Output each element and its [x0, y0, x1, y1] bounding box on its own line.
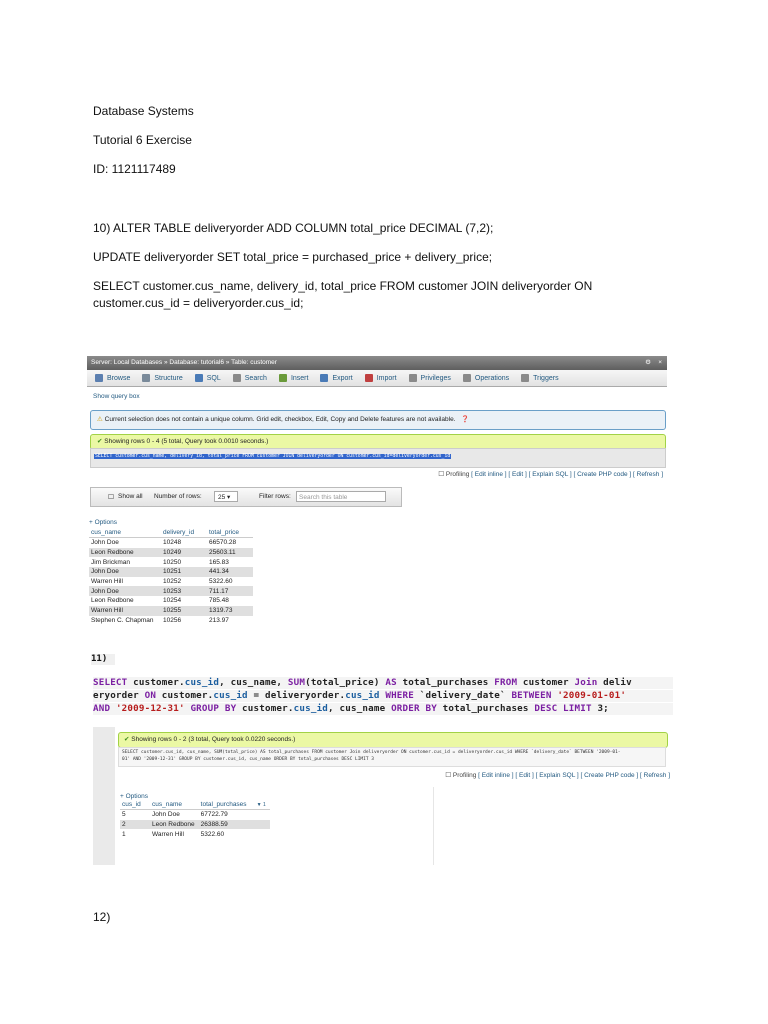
column-header-cus-id[interactable]: cus_id [120, 800, 150, 810]
phpmyadmin-screenshot-1 [87, 356, 667, 648]
tab-label: SQL [206, 374, 221, 382]
phpmyadmin-screenshot-2 [93, 727, 673, 865]
code-token: FROM [494, 677, 518, 688]
success-message [118, 732, 668, 748]
q10-update: UPDATE deliveryorder SET total_price = purchased_price + delivery_price; [93, 250, 493, 264]
table-cell: 10254 [161, 596, 207, 606]
rows-select[interactable]: 25 ▾ [214, 491, 238, 502]
filter-input[interactable]: Search this table [296, 491, 386, 502]
profiling-checkbox[interactable]: ☐ [445, 772, 452, 779]
column-header-cus-name[interactable]: cus_name [150, 800, 199, 810]
code-token: AND [93, 703, 111, 714]
column-header-total-price[interactable]: total_price [207, 528, 253, 538]
table-cell: 165.83 [207, 557, 253, 567]
table-row [89, 596, 253, 606]
code-token: 3; [591, 703, 609, 714]
q11-code-line-3 [93, 703, 673, 715]
q12-label: 12) [93, 910, 111, 924]
code-token: '2009-01-01' [557, 690, 627, 701]
profiling-checkbox[interactable]: ☐ [438, 471, 445, 478]
table-cell: John Doe [89, 538, 161, 548]
code-token: (total_price) [305, 677, 386, 688]
options-link[interactable]: + Options [120, 793, 149, 800]
code-token: total_purchases [396, 677, 495, 688]
tab-label: Import [376, 374, 397, 382]
profiling-bar [438, 470, 663, 478]
table-cell: 26388.59 [199, 820, 255, 830]
show-all-checkbox[interactable]: ☐ [108, 494, 114, 501]
divider [433, 787, 434, 865]
table-cell: 1 [120, 829, 150, 839]
table-cell: Leon Redbone [150, 820, 199, 830]
code-token: cus_id [345, 690, 380, 701]
code-token: AS [385, 677, 397, 688]
q11-code-line-2 [93, 690, 673, 702]
table-row [89, 616, 253, 626]
table-cell: 10253 [161, 586, 207, 596]
profiling-bar [445, 771, 670, 779]
sql-query-text[interactable]: SELECT customer.cus_name, delivery_id, total_price FROM customer JOIN deliveryorder ON customer.cus_id=deliveryorder.cus_id [95, 454, 451, 459]
table-cell: 5322.60 [199, 829, 255, 839]
code-token: total_purchases [436, 703, 535, 714]
tab-label: Triggers [533, 374, 559, 382]
code-token: ON [144, 690, 157, 701]
table-cell: John Doe [89, 567, 161, 577]
table-row [120, 829, 270, 839]
code-token: LIMIT [563, 703, 592, 714]
tab-sql[interactable] [195, 374, 221, 382]
table-cell [255, 820, 270, 830]
table-cell: 10252 [161, 577, 207, 587]
tab-triggers[interactable] [521, 374, 558, 382]
tab-operations[interactable] [463, 374, 509, 382]
student-id: ID: 1121117489 [93, 162, 176, 176]
table-cell: 441.34 [207, 567, 253, 577]
sql-icon [195, 374, 203, 382]
triggers-icon [521, 374, 529, 382]
table-cell: 10249 [161, 548, 207, 558]
q10-select: SELECT customer.cus_name, delivery_id, total_price FROM customer JOIN deliveryorder ON customer.cus_id = deliveryorder.cus_id; [93, 279, 593, 310]
code-token: cus_id [293, 703, 329, 714]
privileges-icon [409, 374, 417, 382]
table-cell: 66570.28 [207, 538, 253, 548]
table-row [120, 820, 270, 830]
table-cell: Jim Brickman [89, 557, 161, 567]
tab-privileges[interactable] [409, 374, 451, 382]
profiling-label: Profiling [445, 471, 470, 478]
query-action-links[interactable]: [ Edit inline ] [ Edit ] [ Explain SQL ] [ Create PHP code ] [ Refresh ] [471, 471, 663, 478]
code-token: customer. [133, 677, 185, 688]
table-row [89, 557, 253, 567]
success-text: Showing rows 0 - 4 (5 total, Query took 0.0010 seconds.) [104, 438, 269, 445]
tab-export[interactable] [320, 374, 352, 382]
operations-icon [463, 374, 471, 382]
code-token: BETWEEN [511, 690, 552, 701]
table-cell: Leon Redbone [89, 596, 161, 606]
table-cell: Warren Hill [89, 577, 161, 587]
tab-bar [87, 370, 667, 387]
query-action-links[interactable]: [ Edit inline ] [ Edit ] [ Explain SQL ] [ Create PHP code ] [ Refresh ] [478, 772, 670, 779]
close-icon[interactable]: × [658, 359, 662, 366]
table-cell: Stephen C. Chapman [89, 616, 161, 626]
q10-alter: 10) ALTER TABLE deliveryorder ADD COLUMN total_price DECIMAL (7,2); [93, 221, 494, 235]
code-token: , cus_name, [219, 677, 288, 688]
code-token: customer. [236, 703, 294, 714]
navigation-filter-bar [90, 487, 402, 507]
tab-label: Privileges [420, 374, 451, 382]
rows-select-value: 25 [218, 494, 226, 501]
notice-text: Current selection does not contain a unique column. Grid edit, checkbox, Edit, Copy and Delete features are not available. [104, 416, 456, 423]
export-icon [320, 374, 328, 382]
code-token: customer. [156, 690, 214, 701]
column-header-total-purchases[interactable]: total_purchases [199, 800, 255, 810]
tab-search[interactable] [233, 374, 267, 382]
tab-label: Browse [107, 374, 131, 382]
gear-icon[interactable]: ⚙ [645, 359, 651, 366]
import-icon [365, 374, 373, 382]
sql-query-box[interactable] [118, 747, 666, 767]
table-row [89, 548, 253, 558]
code-token: cus_id [213, 690, 248, 701]
table-cell: 2 [120, 820, 150, 830]
table-row [89, 567, 253, 577]
sql-line-2: 01' AND '2009-12-31' GROUP BY customer.cus_id, cus_name ORDER BY total_purchases DESC LIMIT 3 [122, 757, 374, 762]
table-cell: 10248 [161, 538, 207, 548]
tab-insert[interactable] [279, 374, 309, 382]
tab-label: Export [332, 374, 353, 382]
table-cell: 10251 [161, 567, 207, 577]
table-cell [255, 829, 270, 839]
code-token: Join [574, 677, 598, 688]
tab-label: Structure [154, 374, 183, 382]
q11-label: 11) [91, 654, 115, 665]
filter-label: Filter rows: [259, 493, 291, 500]
table-cell: 5 [120, 810, 150, 820]
code-token: eryorder [93, 690, 145, 701]
breadcrumb-text[interactable]: Server: Local Databases » Database: tutorial6 » Table: customer [91, 359, 277, 366]
code-token: SELECT [93, 677, 134, 688]
tab-label: Operations [474, 374, 510, 382]
table-cell [255, 810, 270, 820]
browse-icon [95, 374, 103, 382]
course-title: Database Systems [93, 104, 194, 118]
q11-code-line-1 [93, 677, 673, 689]
profiling-label: Profiling [452, 772, 477, 779]
code-token: WHERE [385, 690, 415, 701]
code-token: customer [517, 677, 575, 688]
table-cell: Leon Redbone [89, 548, 161, 558]
table-cell: 1319.73 [207, 606, 253, 616]
tutorial-title: Tutorial 6 Exercise [93, 133, 192, 147]
code-token: GROUP BY [190, 703, 237, 714]
code-token: SUM [287, 677, 306, 688]
options-link[interactable]: + Options [89, 519, 118, 526]
table-row [89, 606, 253, 616]
result-table-2 [120, 800, 270, 839]
table-cell: Warren Hill [89, 606, 161, 616]
table-cell: 785.48 [207, 596, 253, 606]
insert-icon [279, 374, 287, 382]
table-cell: 25603.11 [207, 548, 253, 558]
column-header-cus-name[interactable]: cus_name [89, 528, 161, 538]
table-cell: 711.17 [207, 586, 253, 596]
table-cell: John Doe [150, 810, 199, 820]
check-icon: ✔ [124, 736, 130, 743]
table-cell: 67722.79 [199, 810, 255, 820]
tab-browse[interactable] [95, 374, 130, 382]
rows-label: Number of rows: [154, 493, 202, 500]
table-row [89, 577, 253, 587]
breadcrumb [87, 356, 667, 370]
table-cell: 213.97 [207, 616, 253, 626]
show-query-box-link[interactable]: Show query box [93, 393, 140, 400]
tab-structure[interactable] [142, 374, 182, 382]
structure-icon [142, 374, 150, 382]
check-icon: ✔ [97, 438, 103, 445]
code-token: `delivery_date` [414, 690, 512, 701]
table-cell: 10256 [161, 616, 207, 626]
column-header-delivery-id[interactable]: delivery_id [161, 528, 207, 538]
table-cell: 10255 [161, 606, 207, 616]
tab-label: Insert [290, 374, 309, 382]
code-token: deliv [597, 677, 632, 688]
warning-icon: ⚠ [97, 416, 103, 423]
code-token: , cus_name [328, 703, 392, 714]
table-cell: Warren Hill [150, 829, 199, 839]
table-cell: 5322.60 [207, 577, 253, 587]
code-token: = deliveryorder. [247, 690, 346, 701]
left-panel [93, 727, 115, 865]
table-row [89, 586, 253, 596]
result-table-1 [89, 528, 253, 625]
tab-import[interactable] [365, 374, 397, 382]
help-icon[interactable]: ❓ [461, 416, 470, 423]
success-text: Showing rows 0 - 2 (3 total, Query took 0.0220 seconds.) [131, 736, 296, 743]
code-token: ORDER BY [391, 703, 437, 714]
tab-label: Search [244, 374, 267, 382]
code-token: '2009-12-31' [115, 703, 185, 714]
table-cell: 10250 [161, 557, 207, 567]
sql-query-box [90, 448, 666, 468]
notice-box [90, 410, 666, 430]
sort-indicator[interactable]: ▼ 1 [255, 800, 270, 810]
search-icon [233, 374, 241, 382]
table-row [120, 810, 270, 820]
code-token: cus_id [184, 677, 220, 688]
table-row [89, 538, 253, 548]
show-all-label: Show all [118, 493, 143, 500]
code-token: DESC [534, 703, 558, 714]
sql-line-1: SELECT customer.cus_id, cus_name, SUM(total_price) AS total_purchases FROM customer Join deliveryorder ON customer.cus_id = deliveryorder.cus_id WHERE `delivery_date` BETWEEN '2009-01- [122, 750, 621, 755]
table-cell: John Doe [89, 586, 161, 596]
